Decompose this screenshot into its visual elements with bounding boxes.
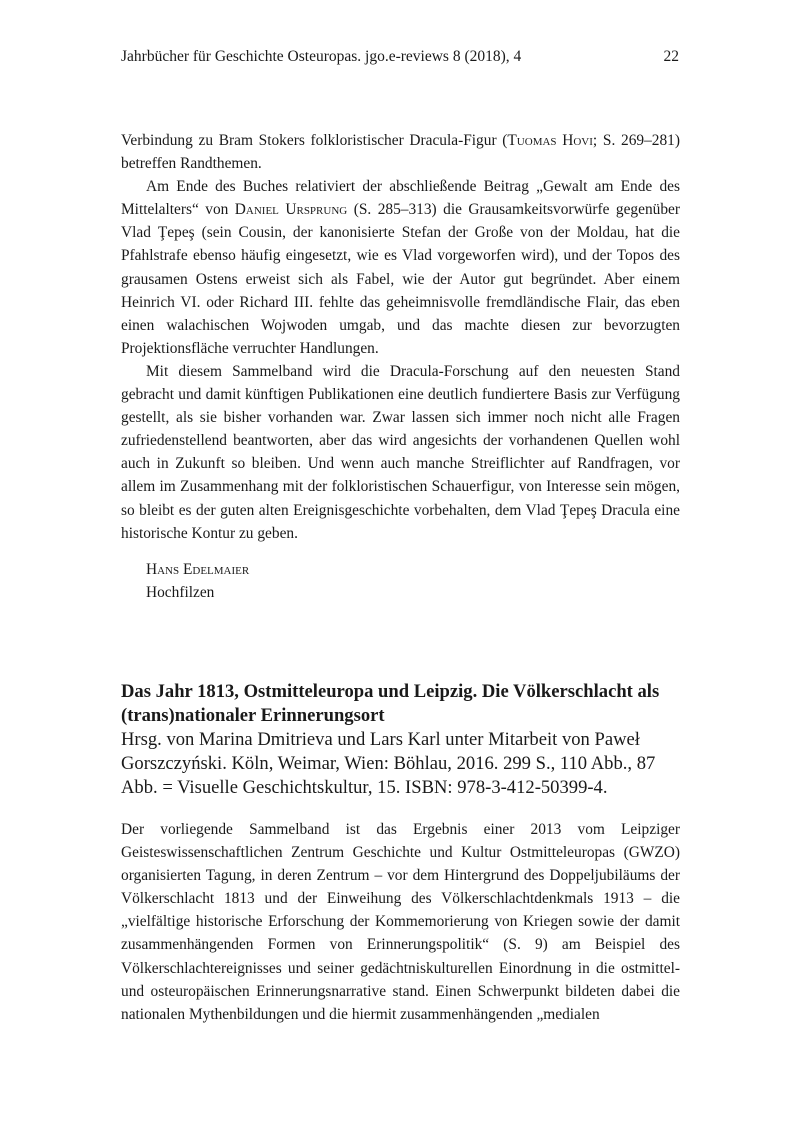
page-number: 22 <box>663 48 679 65</box>
review-text <box>121 818 680 1026</box>
journal-citation: Jahrbücher für Geschichte Osteuropas. jgo.e-reviews 8 (2018), 4 <box>121 48 522 65</box>
text-run: (S. 285–313) die Grausamkeitsvorwürfe gegenüber Vlad Ţepeş (sein Cousin, der kanonisierte Stefan der Große von der Moldau, hat die Pfahlstrafe ebenso häufig eingesetzt, wie es Vlad vorgeworfen wird), und der Topos des grausamen Ostens erweist sich als Fabel, wie der Autor gut begründet. Aber einem Heinrich VI. oder Richard III. fehlte das geheimnisvolle fremdländische Flair, das eben einen walachischen Wojwoden umgab, und das machte diesen zur bevorzugten Projektionsfläche verruchter Handlungen. <box>121 201 681 357</box>
text-run: Am Ende des Buches relativiert der abschließende Beitrag „Gewalt am Ende des Mittelalters“ von <box>121 178 680 219</box>
book-metadata: Hrsg. von Marina Dmitrieva und Lars Karl unter Mitarbeit von Paweł Gorszczyński. Köln, Weimar, Wien: Böhlau, 2016. 299 S., 110 Abb., 87 Abb. = Visuelle Geschichtskultur, 15. ISBN: 978-3-412-50399-4. <box>121 729 656 798</box>
author-name: Tuomas Hovi <box>507 132 593 149</box>
paragraph <box>121 175 680 360</box>
running-header <box>121 47 679 67</box>
author-name: Daniel Ursprung <box>234 201 348 219</box>
text-run: Verbindung zu Bram Stokers folkloristischer Dracula-Figur ( <box>121 132 508 149</box>
reviewer-signature <box>146 558 249 604</box>
review-heading <box>121 680 680 800</box>
paragraph: Der vorliegende Sammelband ist das Ergebnis einer 2013 vom Leipziger Geisteswissenschaftlichen Zentrum Geschichte und Kultur Ostmitteleuropas (GWZO) organisierten Tagung, in deren Zentrum – vor dem Hintergrund des Doppeljubiläums der Völkerschlacht 1813 und der Einweihung des Völkerschlachtdenkmals 1913 – die „vielfältige historische Erforschung der Kommemorierung von Kriegen sowie der damit zusammenhängenden Formen von Erinnerungspolitik“ (S. 9) am Beispiel des Völkerschlachtereignisses und seiner gedächtniskulturellen Einordnung in die ostmittel- und osteuropäischen Erinnerungsnarrative stand. Einen Schwerpunkt bildeten dabei die nationalen Mythenbildungen und die hiermit zusammenhängenden „medialen <box>121 821 680 1023</box>
reviewer-place: Hochfilzen <box>146 584 215 602</box>
paragraph <box>121 129 680 175</box>
previous-review-text <box>121 129 680 545</box>
paragraph: Mit diesem Sammelband wird die Dracula-Forschung auf den neuesten Stand gebracht und damit künftigen Publikationen eine deutlich fundiertere Basis zur Verfügung gestellt, als sie bisher vorhanden war. Zwar lassen sich immer noch nicht alle Fragen zufriedenstellend beantworten, aber das wird angesichts der vorhandenen Quellen wohl auch in Zukunft so bleiben. Und wenn auch manche Streiflichter auf Randfragen, vor allem im Zusammenhang mit der folkloristischen Schauerfigur, von Interesse sein mögen, so bleibt es der guten alten Ereignisgeschichte vorbehalten, dem Vlad Ţepeş Dracula eine historische Kontur zu geben. <box>121 362 680 542</box>
reviewer-name: Hans Edelmaier <box>146 561 250 578</box>
text-run: ; S. 269–281) betreffen Randthemen. <box>121 132 680 173</box>
book-title: Das Jahr 1813, Ostmitteleuropa und Leipzig. Die Völkerschlacht als (trans)nationaler Erinnerungsort <box>121 681 660 726</box>
